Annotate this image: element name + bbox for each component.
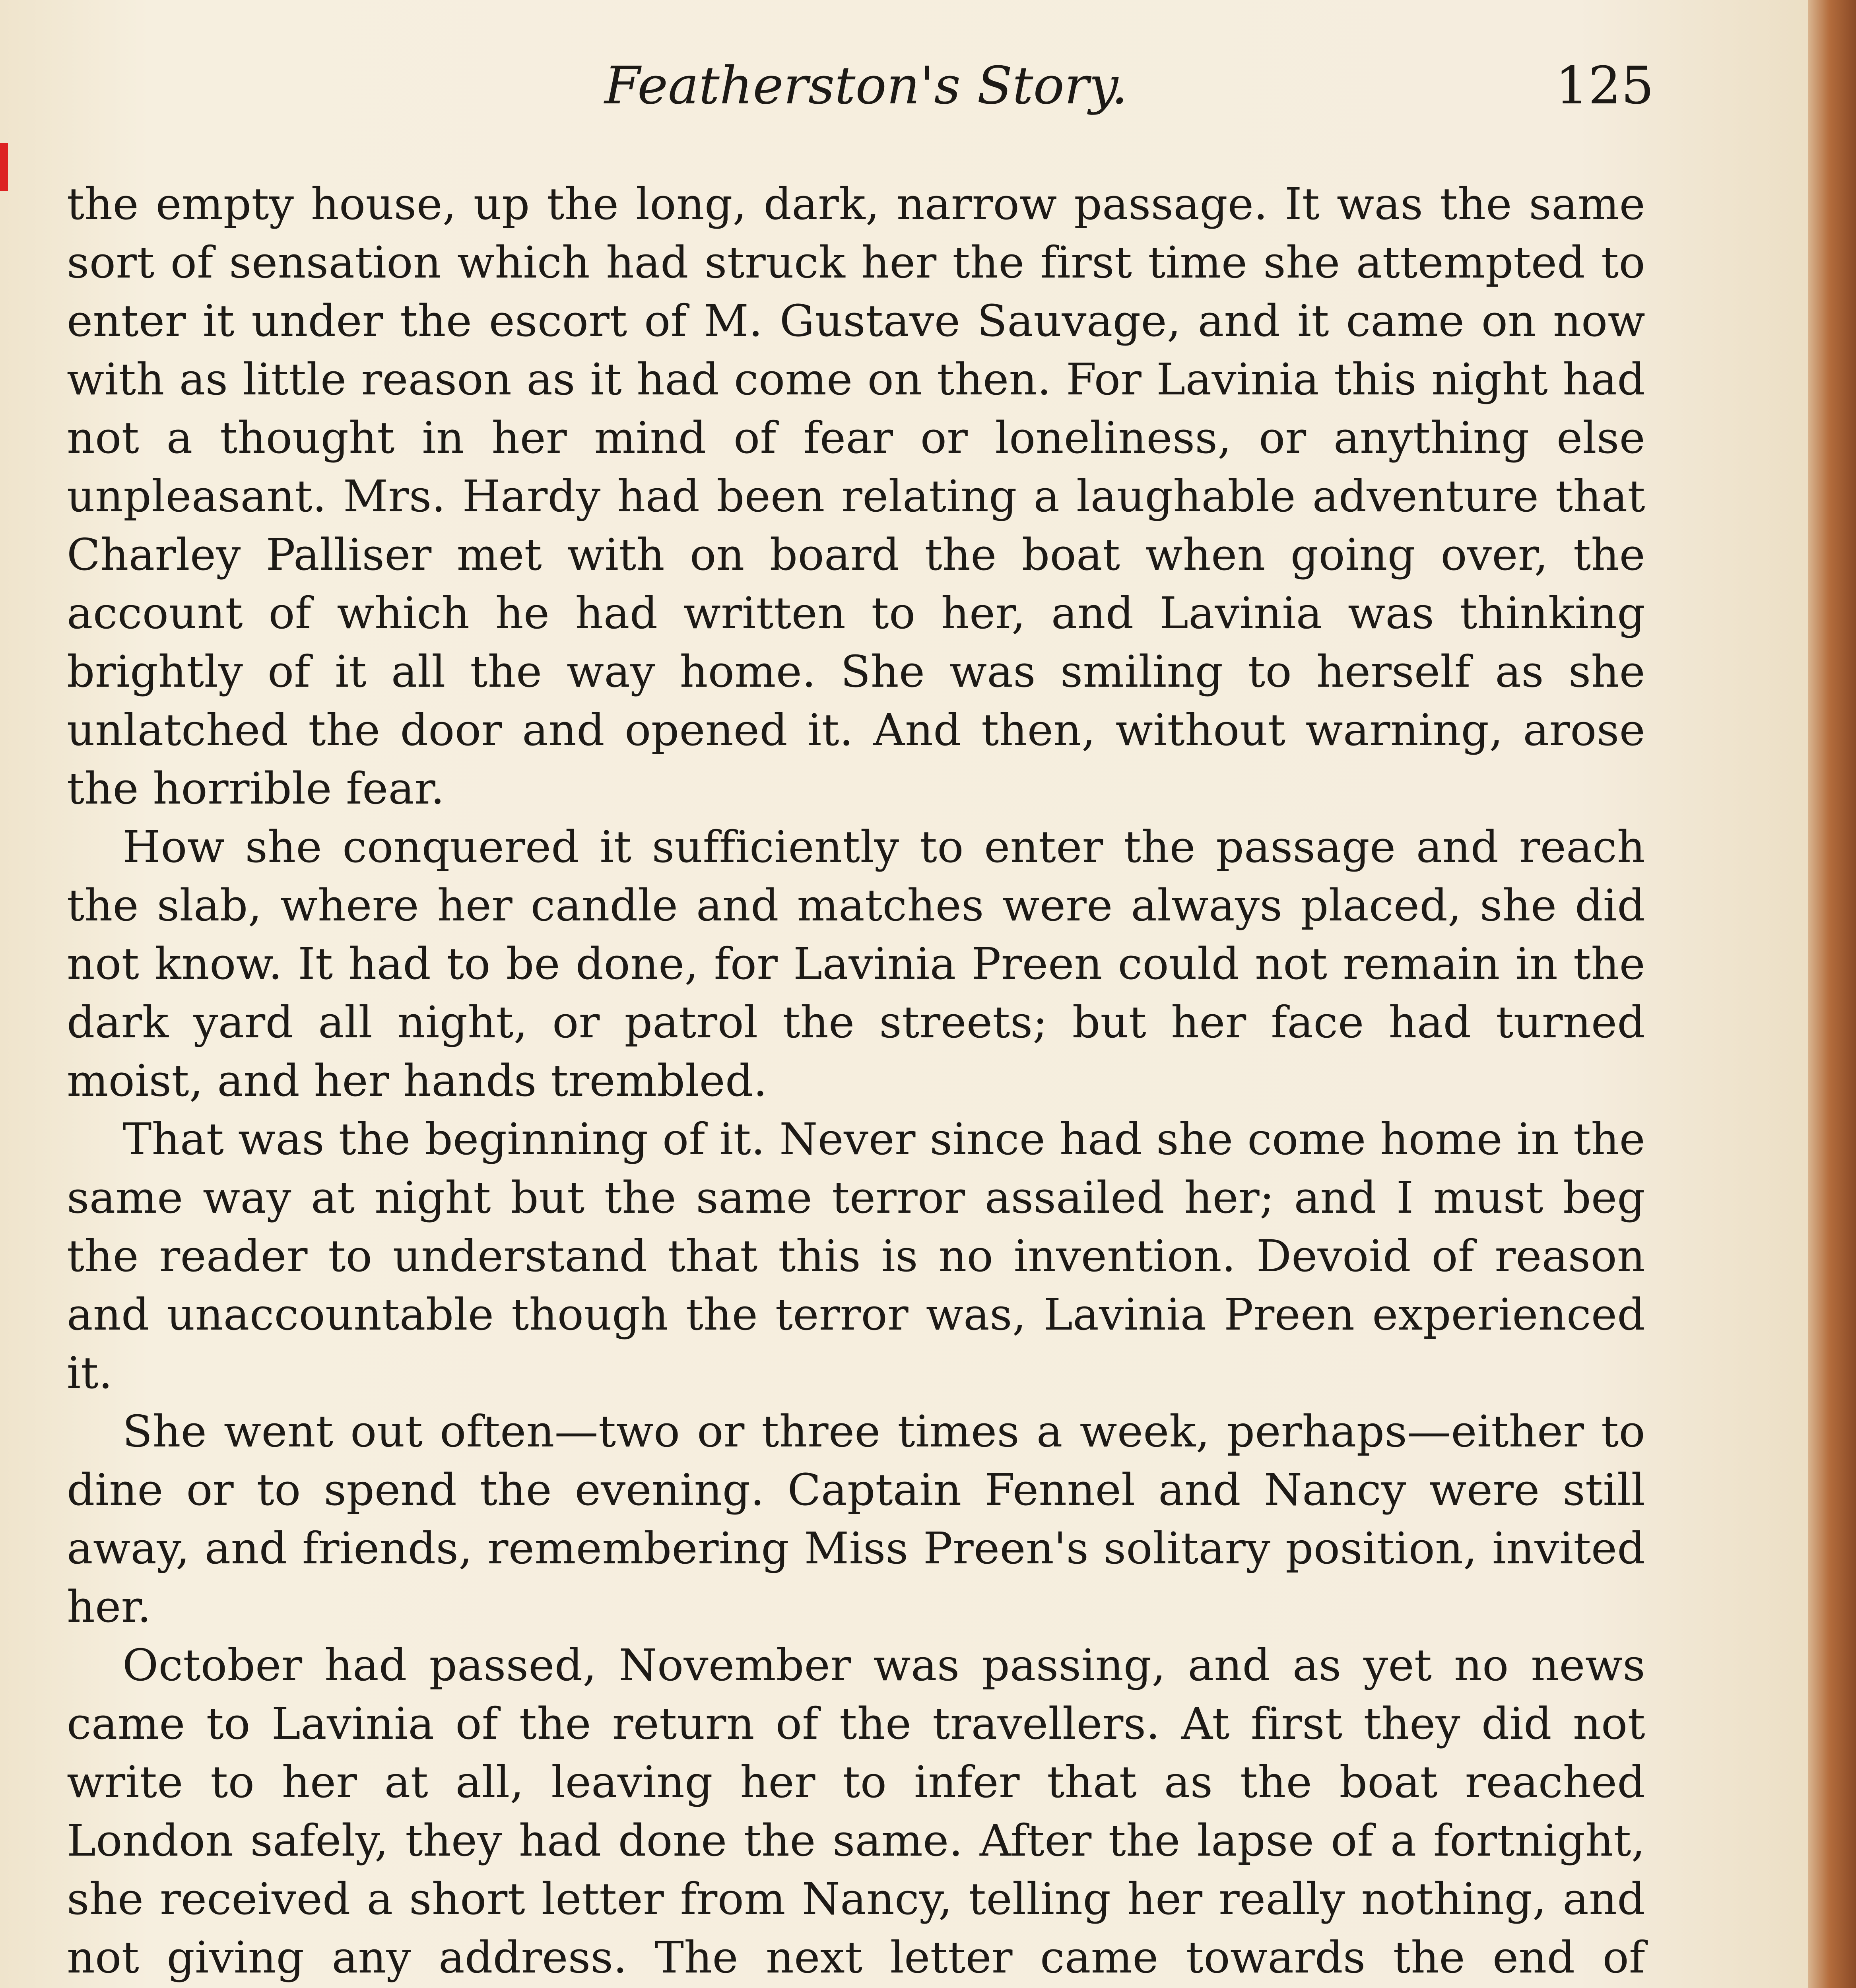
page-edge [1808, 0, 1856, 1988]
paragraph-4: She went out often—two or three times a week, perhaps—either to dine or to spend the evening. Captain Fennel and Nancy were still away, and friends, remembering Miss Preen's solitary position, invited her. [67, 1406, 1645, 1632]
running-head: Featherston's Story. [604, 55, 1128, 116]
paragraph-2: How she conquered it sufficiently to enter the passage and reach the slab, where her candle and matches were always placed, she did not know. It had to be done, for Lavinia Preen could not remain in the dark yard all night, or patrol the streets; but her face had turned moist, and her hands trembled. [67, 821, 1645, 1106]
paragraph-3: That was the beginning of it. Never since had she come home in the same way at night but the same terror assailed her; and I must beg the reader to understand that this is no invention. Devoid of reason and unaccountable though the terror was, Lavinia Preen experienced it. [67, 1114, 1645, 1398]
paragraph-1: the empty house, up the long, dark, narrow passage. It was the same sort of sensation which had struck her the first time she attempted to enter it under the escort of M. Gustave Sauvage, and it came on now with as little reason as it had come on then. For Lavinia this night had not a thought in her mind of fear or loneliness, or anything else unpleasant. Mrs. Hardy had been relating a laughable adventure that Charley Palliser met with on board the boat when going over, the account of which he had written to her, and Lavinia was thinking brightly of it all the way home. She was smiling to herself as she unlatched the door and opened it. And then, without warning, arose the horrible fear. [67, 179, 1645, 814]
page-number: 125 [1555, 55, 1654, 116]
paragraph-5: October had passed, November was passing, and as yet no news came to Lavinia of the return of the travellers. At first they did not write to her at all, leaving her to infer that as the boat reached London safely, they had done the same. After the lapse of a fortnight, she received a short letter from Nancy, telling her really nothing, and not giving any address. The next letter came towards the end of [67, 1640, 1645, 1983]
page-header [604, 55, 1654, 116]
body-text [67, 175, 1645, 1988]
margin-mark [0, 143, 8, 191]
